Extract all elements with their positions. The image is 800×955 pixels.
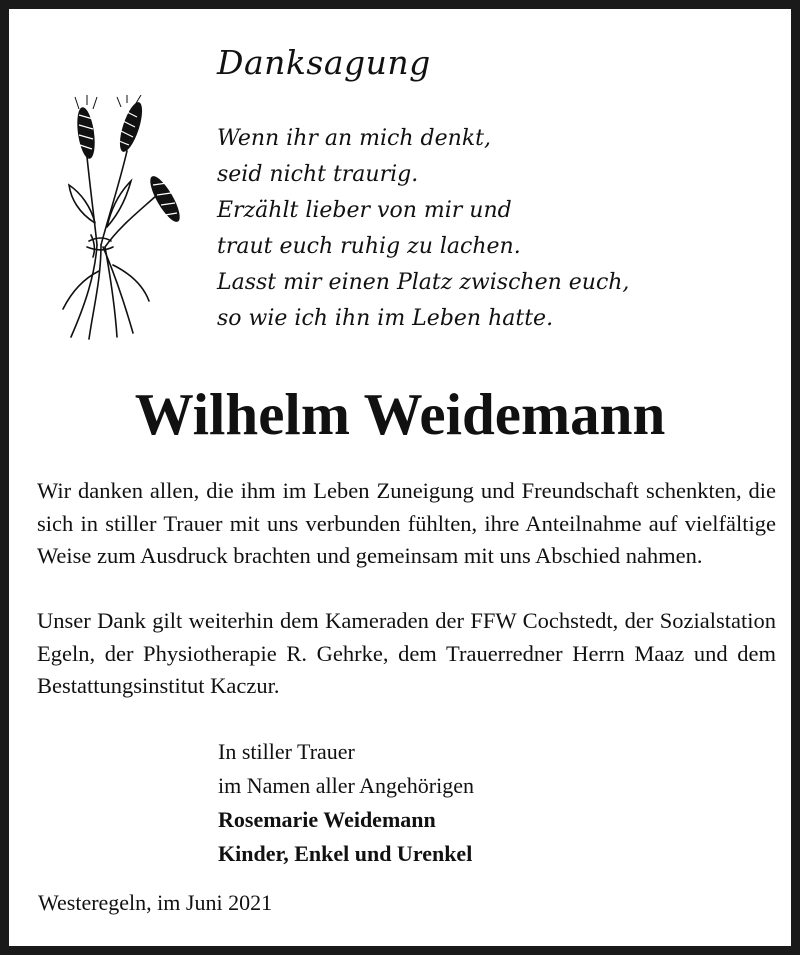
poem-line: seid nicht traurig.: [217, 162, 419, 187]
poem: [217, 121, 629, 337]
signature-block: [218, 735, 474, 871]
poem-line: Erzählt lieber von mir und: [217, 198, 512, 223]
place-date: Westeregeln, im Juni 2021: [38, 890, 273, 915]
signature-line: im Namen aller Angehörigen: [218, 773, 474, 798]
signature-family: Kinder, Enkel und Urenkel: [218, 841, 473, 866]
wheat-bundle-icon: [57, 95, 187, 345]
poem-line: Wenn ihr an mich denkt,: [217, 126, 491, 151]
deceased-name: Wilhelm Weidemann: [134, 381, 666, 447]
poem-line: Lasst mir einen Platz zwischen euch,: [217, 270, 630, 295]
acknowledgement-paragraph: Unser Dank gilt weiterhin dem Kameraden der FFW Cochstedt, der Sozialstation Egeln, der Physiotherapie R. Gehrke, dem Trauerredner Herrn Maaz und dem Bestattungsinstitut Kaczur.: [37, 608, 776, 698]
notice-title: Danksagung: [217, 43, 431, 82]
signature-line: In stiller Trauer: [218, 739, 355, 764]
signature-name: Rosemarie Weidemann: [218, 807, 436, 832]
poem-line: so wie ich ihn im Leben hatte.: [217, 306, 554, 331]
poem-line: traut euch ruhig zu lachen.: [217, 234, 521, 259]
thanks-paragraph: Wir danken allen, die ihm im Leben Zuneigung und Freundschaft schenkten, die sich in stiller Trauer mit uns verbunden fühlten, ihre Anteilnahme auf vielfältige Weise zum Ausdruck brachten und gemeinsam mit uns Abschied nahmen.: [37, 478, 776, 568]
